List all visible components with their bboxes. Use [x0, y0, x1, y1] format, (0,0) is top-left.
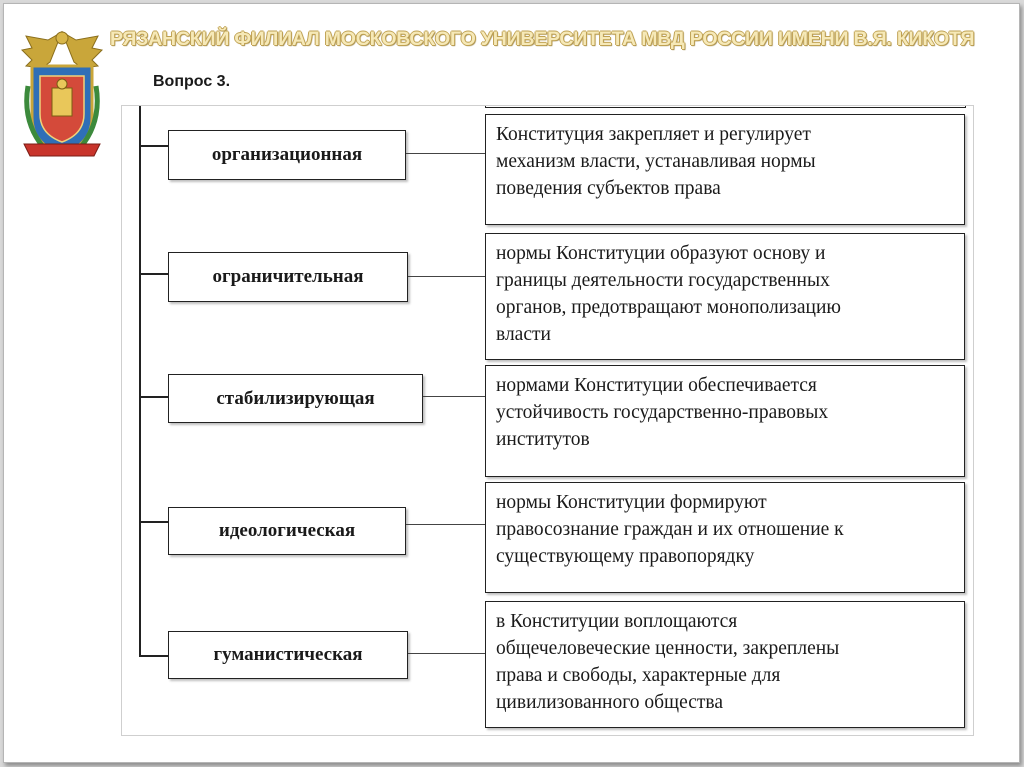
description-box	[485, 601, 965, 728]
description-box	[485, 365, 965, 477]
branch-line	[139, 655, 169, 657]
description-line: нормы Конституции образуют основу и	[496, 243, 826, 264]
function-box	[168, 507, 406, 555]
main-vertical-line	[139, 106, 141, 657]
question-heading: Вопрос 3.	[153, 73, 231, 90]
connector-line	[406, 524, 486, 525]
description-line: институтов	[496, 429, 590, 450]
description-line: общечеловеческие ценности, закреплены	[496, 638, 840, 659]
description-line: права и свободы, характерные для	[496, 665, 781, 686]
description-line: Конституция закрепляет и регулирует	[496, 124, 811, 145]
university-emblem-icon	[18, 26, 106, 162]
function-name: организационная	[211, 144, 363, 165]
description-line: устойчивость государственно-правовых	[496, 402, 829, 423]
branch-line	[139, 273, 169, 275]
connector-line	[408, 276, 486, 277]
description-line: границы деятельности государственных	[496, 270, 830, 291]
description-line: органов, предотвращают монополизацию	[496, 297, 841, 318]
function-name: идеологическая	[218, 520, 356, 541]
function-name: ограничительная	[212, 266, 364, 287]
description-line: правосознание граждан и их отношение к	[496, 519, 844, 540]
description-box	[485, 482, 965, 593]
function-name: гуманистическая	[213, 644, 363, 665]
branch-line	[139, 145, 169, 147]
description-line: цивилизованного общества	[496, 692, 723, 713]
top-box-edge	[485, 106, 966, 108]
description-line: поведения субъектов права	[496, 178, 721, 199]
connector-line	[406, 153, 486, 154]
function-name: стабилизирующая	[216, 387, 375, 409]
description-line: в Конституции воплощаются	[496, 611, 738, 632]
slide-frame	[3, 3, 1020, 763]
description-box	[485, 233, 965, 360]
connector-line	[408, 653, 486, 654]
description-line: власти	[496, 324, 551, 345]
description-line: нормами Конституции обеспечивается	[496, 375, 817, 396]
function-box	[168, 374, 423, 423]
description-line: существующему правопорядку	[496, 546, 755, 567]
description-line: механизм власти, устанавливая нормы	[496, 151, 816, 172]
function-box	[168, 631, 408, 679]
branch-line	[139, 396, 169, 398]
description-line: нормы Конституции формируют	[496, 492, 767, 513]
function-box	[168, 252, 408, 302]
connector-line	[423, 396, 486, 397]
description-box	[485, 114, 965, 225]
function-box	[168, 130, 406, 180]
header-title: РЯЗАНСКИЙ ФИЛИАЛ МОСКОВСКОГО УНИВЕРСИТЕТА МВД РОССИИ ИМЕНИ В.Я. КИКОТЯ	[110, 28, 975, 50]
branch-line	[139, 521, 169, 523]
constitution-functions-diagram	[122, 106, 973, 735]
